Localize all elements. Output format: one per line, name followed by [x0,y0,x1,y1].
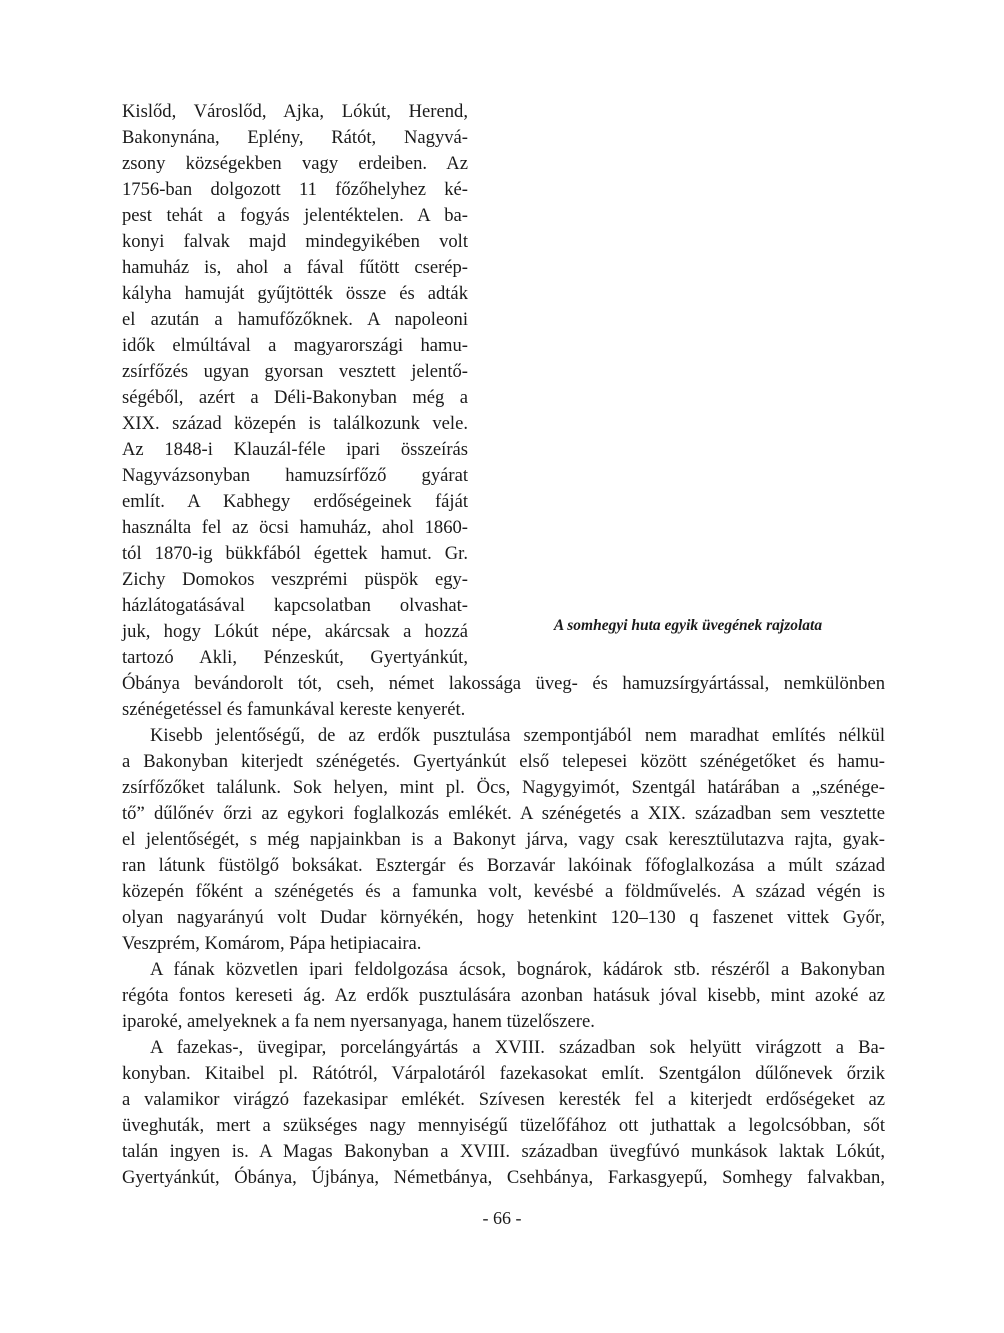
text-line: a valamikor virágzó fazekasipar emlékét. Szívesen keresték fel a kiterjedt erdőségeket az [122,1089,885,1110]
text-line: konyban. Kitaibel pl. Rátótról, Várpalotáról fazekasokat említ. Szentgálon dűlőnevek őrzik [122,1063,885,1084]
text-line: régóta fontos kereseti ág. Az erdők pusztulására azonban hatásuk jóval kisebb, mint azoké az [122,985,885,1006]
text-line: XIX. század közepén is találkozunk vele. [122,413,468,434]
text-line: szénégetéssel és famunkával kereste kenyerét. [122,699,466,720]
text-line: olyan nagyarányú volt Dudar környékén, hogy hetenkint 120–130 q faszenet vittek Győr, [122,907,885,928]
text-line: el jelentőségét, s még napjainkban is a Bakonyt járva, vagy csak keresztülutazva rajta, gyak- [122,829,885,850]
text-line: Bakonynána, Eplény, Rátót, Nagyvá- [122,127,468,148]
text-line: közepén főként a szénégetés és a famunka volt, kevésbé a földművelés. A század végén is [122,881,885,902]
text-line: iparoké, amelyeknek a fa nem nyersanyaga, hanem tüzelőszere. [122,1011,595,1032]
text-line: zsírfőzőket találunk. Sok helyen, mint pl. Öcs, Nagygyimót, Szentgál határában a „szénége- [122,777,885,798]
text-line: kályha hamuját gyűjtötték össze és adták [122,283,468,304]
text-line: Gyertyánkút, Óbánya, Újbánya, Németbánya, Csehbánya, Farkasgyepű, Somhegy falvakban, [122,1167,885,1188]
text-line: zsírfőzés ugyan gyorsan vesztett jelentő- [122,361,468,382]
text-line: Kisebb jelentőségű, de az erdők pusztulása szempontjából nem maradhat említés nélkül [150,725,885,746]
text-line: Zichy Domokos veszprémi püspök egy- [122,569,468,590]
text-line: konyi falvak majd mindegyikében volt [122,231,468,252]
text-line: idők elmúltával a magyarországi hamu- [122,335,468,356]
text-line: említ. A Kabhegy erdőségeinek fáját [122,491,468,512]
text-line: Veszprém, Komárom, Pápa hetipiacaira. [122,933,422,954]
text-line: pest tehát a fogyás jelentéktelen. A ba- [122,205,468,226]
text-line: használta fel az öcsi hamuház, ahol 1860- [122,517,468,538]
text-line: zsony községekben vagy erdeiben. Az [122,153,468,174]
text-line: Óbánya bevándorolt tót, cseh, német lakossága üveg- és hamuzsírgyártással, nemkülönben [122,673,885,694]
text-line: A fának közvetlen ipari feldolgozása ácsok, bognárok, kádárok stb. részéről a Bakonyban [150,959,885,980]
text-line: ran látunk füstölgő boksákat. Esztergár és Borzavár lakóinak főfoglalkozása a múlt század [122,855,885,876]
text-line: juk, hogy Lókút népe, akárcsak a hozzá [122,621,468,642]
text-line: 1756-ban dolgozott 11 főzőhelyhez ké- [122,179,468,200]
text-line: Nagyvázsonyban hamuzsírfőző gyárat [122,465,468,486]
text-line: házlátogatásával kapcsolatban olvashat- [122,595,468,616]
text-line: hamuház is, ahol a fával fűtött cserép- [122,257,468,278]
figure-caption: A somhegyi huta egyik üvegének rajzolata [553,617,823,634]
text-line: üveghuták, mert a szükséges nagy mennyiségű tüzelőfához ott juthattak a legolcsóbban, sőt [122,1115,885,1136]
text-line: a Bakonyban kiterjedt szénégetés. Gyertyánkút első telepesei között szénégetőket és hamu- [122,751,885,772]
text-line: el azután a hamufőzőknek. A napoleoni [122,309,468,330]
text-line: tól 1870-ig bükkfából égettek hamut. Gr. [122,543,468,564]
text-line: ségéből, azért a Déli-Bakonyban még a [122,387,468,408]
text-line: Az 1848-i Klauzál-féle ipari összeírás [122,439,468,460]
text-line: A fazekas-, üvegipar, porcelángyártás a XVIII. században sok helyütt virágzott a Ba- [150,1037,885,1058]
text-line: tő” dűlőnév őrzi az egykori foglalkozás emlékét. A szénégetés a XIX. században sem vesztette [122,803,885,824]
page-number: - 66 - [482,1208,522,1228]
text-line: tartozó Akli, Pénzeskút, Gyertyánkút, [122,647,468,668]
text-line: talán ingyen is. A Magas Bakonyban a XVIII. században üvegfúvó munkások laktak Lókút, [122,1141,885,1162]
text-line: Kislőd, Városlőd, Ajka, Lókút, Herend, [122,101,468,122]
